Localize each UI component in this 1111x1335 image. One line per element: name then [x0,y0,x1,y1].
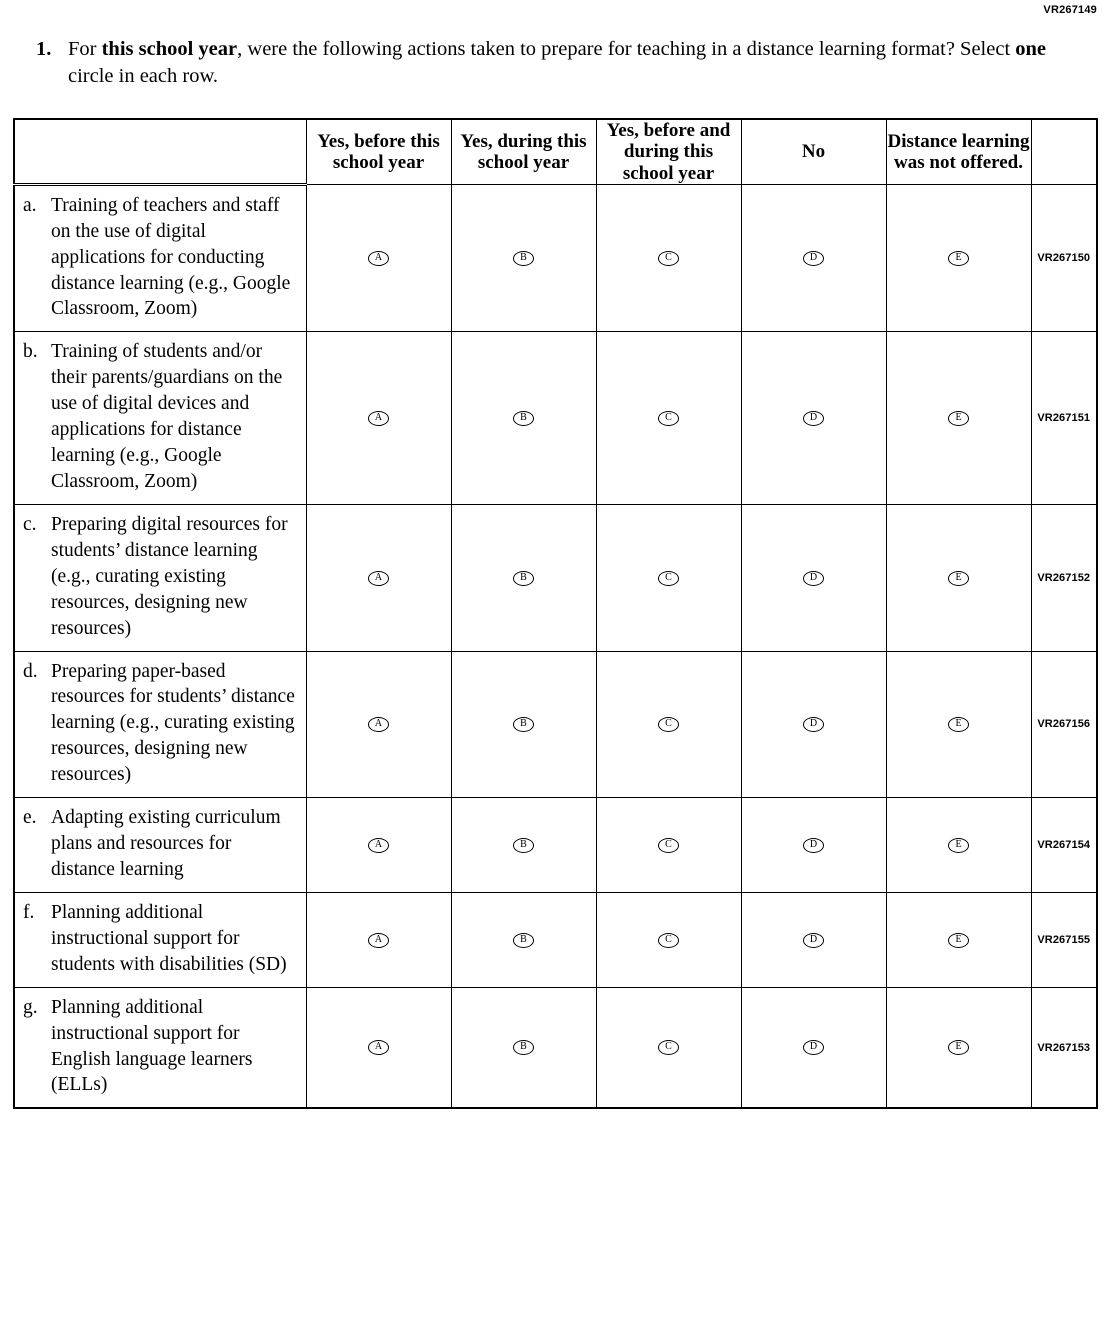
question-text-part3: circle in each row. [68,65,219,88]
option-bubble[interactable]: D [803,838,824,853]
bubble-d-5[interactable] [886,651,1031,798]
row-code-c: VR267152 [1031,504,1097,651]
item-text-e: Adapting existing curriculum plans and resources for distance learning [51,807,281,880]
table-header-row [14,119,1097,184]
bubble-d-2[interactable] [451,651,596,798]
option-bubble[interactable]: A [368,1040,389,1055]
bubble-d-3[interactable] [596,651,741,798]
bubble-g-2[interactable] [451,987,596,1108]
option-bubble[interactable]: C [658,411,679,426]
option-bubble[interactable]: E [948,251,969,266]
item-letter-g: g. [23,996,38,1018]
question-number: 1. [36,38,52,60]
question-block [36,36,1066,91]
option-bubble[interactable]: C [658,933,679,948]
bubble-b-2[interactable] [451,332,596,505]
option-bubble[interactable]: A [368,571,389,586]
option-bubble[interactable]: D [803,933,824,948]
table-row [14,504,1097,651]
item-cell-e [14,798,306,893]
header-code [1031,119,1097,184]
item-letter-c: c. [23,513,37,535]
option-bubble[interactable]: E [948,571,969,586]
bubble-f-1[interactable] [306,892,451,987]
item-text-a: Training of teachers and staff on the use of digital applications for conducting distance learning (e.g., Google Classroom, Zoom) [51,194,291,320]
bubble-f-4[interactable] [741,892,886,987]
item-cell-b [14,332,306,505]
header-option-b: Yes, during this school year [451,119,596,184]
item-text-g: Planning additional instructional support for English language learners (ELLs) [51,996,253,1096]
question-text [68,36,1066,91]
bubble-c-5[interactable] [886,504,1031,651]
bubble-a-2[interactable] [451,184,596,332]
row-code-a: VR267150 [1031,184,1097,332]
bubble-e-5[interactable] [886,798,1031,893]
bubble-f-3[interactable] [596,892,741,987]
option-bubble[interactable]: A [368,717,389,732]
option-bubble[interactable]: D [803,1040,824,1055]
bubble-c-1[interactable] [306,504,451,651]
item-text-c: Preparing digital resources for students’ distance learning (e.g., curating existing resources, designing new resources) [51,513,288,639]
bubble-e-2[interactable] [451,798,596,893]
table-row [14,987,1097,1108]
page-corner-code: VR267149 [1043,4,1097,16]
bubble-a-5[interactable] [886,184,1031,332]
bubble-e-3[interactable] [596,798,741,893]
bubble-e-4[interactable] [741,798,886,893]
option-bubble[interactable]: B [513,717,534,732]
option-bubble[interactable]: A [368,411,389,426]
item-letter-d: d. [23,660,38,682]
option-bubble[interactable]: C [658,838,679,853]
bubble-e-1[interactable] [306,798,451,893]
table-row [14,184,1097,332]
bubble-c-3[interactable] [596,504,741,651]
item-text-f: Planning additional instructional support for students with disabilities (SD) [51,901,287,975]
bubble-f-2[interactable] [451,892,596,987]
question-text-part1: For [68,38,102,60]
option-bubble[interactable]: A [368,933,389,948]
bubble-a-4[interactable] [741,184,886,332]
option-bubble[interactable]: E [948,717,969,732]
bubble-d-4[interactable] [741,651,886,798]
bubble-g-4[interactable] [741,987,886,1108]
bubble-c-2[interactable] [451,504,596,651]
bubble-c-4[interactable] [741,504,886,651]
response-grid [13,118,1098,1109]
option-bubble[interactable]: B [513,838,534,853]
option-bubble[interactable]: C [658,571,679,586]
option-bubble[interactable]: C [658,717,679,732]
row-code-b: VR267151 [1031,332,1097,505]
option-bubble[interactable]: E [948,411,969,426]
header-option-e: Distance learning was not offered. [886,119,1031,184]
table-row [14,651,1097,798]
item-text-d: Preparing paper-based resources for students’ distance learning (e.g., curating existing resources, designing new resources) [51,660,295,786]
item-cell-f [14,892,306,987]
question-emphasis-one: one [1015,38,1047,60]
option-bubble[interactable]: B [513,1040,534,1055]
item-letter-f: f. [23,901,35,923]
table-row [14,332,1097,505]
option-bubble[interactable]: D [803,571,824,586]
header-corner [14,119,306,184]
item-cell-a [14,184,306,332]
question-text-part2: , were the following actions taken to prepare for teaching in a distance learning format? Select [237,38,1016,60]
bubble-b-4[interactable] [741,332,886,505]
row-code-f: VR267155 [1031,892,1097,987]
row-code-d: VR267156 [1031,651,1097,798]
bubble-b-3[interactable] [596,332,741,505]
bubble-a-1[interactable] [306,184,451,332]
option-bubble[interactable]: B [513,933,534,948]
header-option-d: No [741,119,886,184]
option-bubble[interactable]: A [368,251,389,266]
bubble-b-1[interactable] [306,332,451,505]
option-bubble[interactable]: E [948,838,969,853]
bubble-d-1[interactable] [306,651,451,798]
option-bubble[interactable]: B [513,571,534,586]
item-cell-c [14,504,306,651]
item-letter-a: a. [23,194,37,216]
header-option-c: Yes, before and during this school year [596,119,741,184]
option-bubble[interactable]: E [948,1040,969,1055]
option-bubble[interactable]: C [658,1040,679,1055]
header-option-a: Yes, before this school year [306,119,451,184]
item-letter-e: e. [23,807,37,829]
table-row [14,892,1097,987]
item-text-b: Training of students and/or their parents/guardians on the use of digital devices and applications for distance learning (e.g., Google Classroom, Zoom) [51,341,283,493]
row-code-g: VR267153 [1031,987,1097,1108]
option-bubble[interactable]: E [948,933,969,948]
option-bubble[interactable]: B [513,411,534,426]
item-cell-d [14,651,306,798]
question-emphasis-school-year: this school year [101,38,238,60]
bubble-g-5[interactable] [886,987,1031,1108]
item-letter-b: b. [23,341,38,363]
bubble-g-1[interactable] [306,987,451,1108]
bubble-a-3[interactable] [596,184,741,332]
bubble-f-5[interactable] [886,892,1031,987]
option-bubble[interactable]: A [368,838,389,853]
bubble-g-3[interactable] [596,987,741,1108]
option-bubble[interactable]: D [803,411,824,426]
table-row [14,798,1097,893]
item-cell-g [14,987,306,1108]
option-bubble[interactable]: D [803,251,824,266]
option-bubble[interactable]: B [513,251,534,266]
option-bubble[interactable]: C [658,251,679,266]
row-code-e: VR267154 [1031,798,1097,893]
option-bubble[interactable]: D [803,717,824,732]
bubble-b-5[interactable] [886,332,1031,505]
